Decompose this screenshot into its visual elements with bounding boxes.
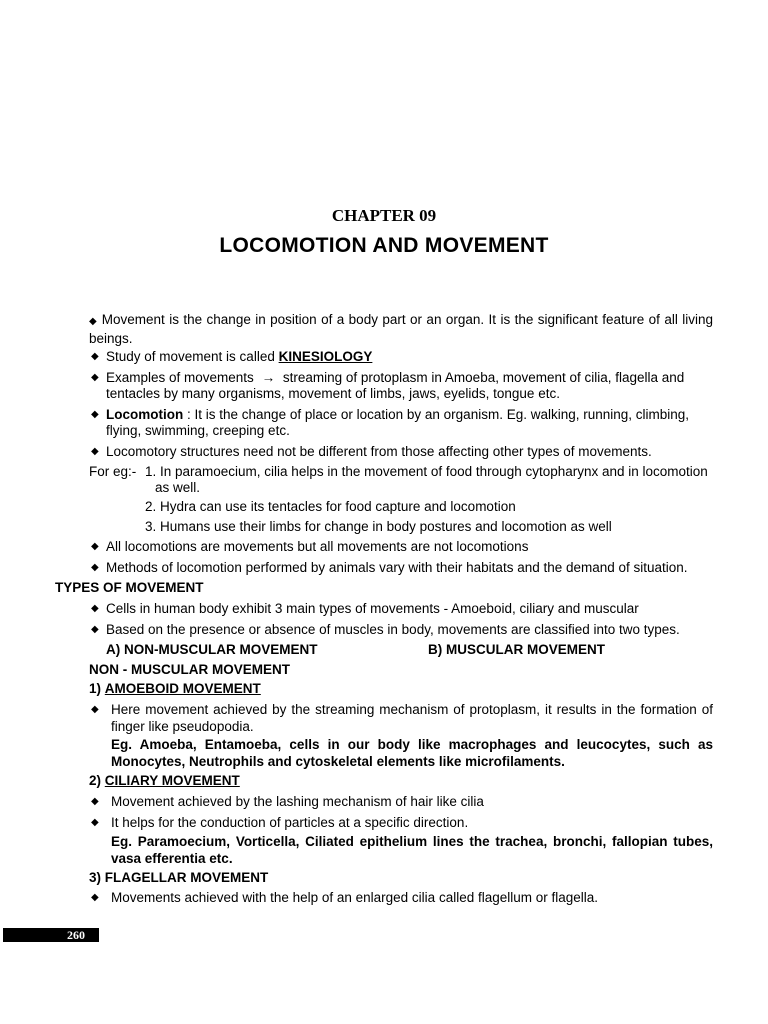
amoeboid-heading: 1) AMOEBOID MOVEMENT bbox=[89, 681, 261, 696]
locomotion-term: Locomotion bbox=[106, 407, 184, 422]
ciliary-examples: Eg. Paramoecium, Vorticella, Ciliated epithelium lines the trachea, bronchi, fallopian tubes, vasa efferentia etc. bbox=[111, 834, 713, 866]
types-heading: TYPES OF MOVEMENT bbox=[55, 580, 204, 595]
bullet-icon: ◆ bbox=[91, 372, 99, 383]
flagellar-description: Movements achieved with the help of an enlarged cilia called flagellum or flagella. bbox=[111, 890, 599, 905]
intro-paragraph-examples-cont: tentacles by many organisms, movement of limbs, jaws, eyelids, tongue etc. bbox=[106, 386, 560, 401]
example-3: 3. Humans use their limbs for change in body postures and locomotion as well bbox=[145, 519, 612, 534]
bullet-icon: ◆ bbox=[91, 446, 99, 457]
bullet-icon: ◆ bbox=[91, 603, 99, 614]
bullet-icon: ◆ bbox=[91, 892, 99, 903]
nonmuscular-heading: NON - MUSCULAR MOVEMENT bbox=[89, 662, 290, 677]
amoeboid-description: Here movement achieved by the streaming mechanism of protoplasm, it results in the formation of finger like pseudopodia. bbox=[111, 702, 713, 734]
bullet-icon: ◆ bbox=[91, 624, 99, 635]
bullet-icon: ◆ bbox=[91, 562, 99, 573]
intro-paragraph-locomotion: Locomotion : It is the change of place or location by an organism. Eg. walking, running, climbing, bbox=[106, 407, 690, 422]
amoeboid-examples: Eg. Amoeba, Entamoeba, cells in our body like macrophages and leucocytes, such as Monocytes, Neutrophils and cytoskeletal elements like microfilaments. bbox=[111, 737, 713, 769]
types-bullet-muscles: Based on the presence or absence of muscles in body, movements are classified into two types. bbox=[106, 622, 680, 637]
examples-label: For eg:- bbox=[89, 464, 137, 479]
ciliary-direction: It helps for the conduction of particles at a specific direction. bbox=[111, 815, 469, 830]
page-number: 260 bbox=[3, 928, 99, 942]
type-option-b: B) MUSCULAR MOVEMENT bbox=[428, 642, 605, 657]
intro-paragraph-structures: Locomotory structures need not be different from those affecting other types of movements. bbox=[106, 444, 652, 459]
bullet-icon: ◆ bbox=[91, 351, 99, 362]
chapter-label: CHAPTER 09 bbox=[331, 206, 437, 225]
ciliary-heading: 2) CILIARY MOVEMENT bbox=[89, 773, 240, 788]
bullet-icon: ◆ bbox=[91, 409, 99, 420]
types-bullet-cells: Cells in human body exhibit 3 main types of movements - Amoeboid, ciliary and muscular bbox=[106, 601, 639, 616]
kinesiology-term: KINESIOLOGY bbox=[278, 349, 373, 364]
bullet-icon: ◆ bbox=[91, 541, 99, 552]
intro-paragraph-locomotions: All locomotions are movements but all movements are not locomotions bbox=[106, 539, 529, 554]
arrow-right-icon: → bbox=[261, 370, 276, 385]
bullet-icon: ◆ bbox=[91, 704, 99, 715]
bullet-icon: ◆ bbox=[91, 796, 99, 807]
ciliary-description: Movement achieved by the lashing mechanism of hair like cilia bbox=[111, 794, 484, 809]
intro-paragraph-movement: ◆ Movement is the change in position of a body part or an organ. It is the significant feature of all living beings. bbox=[89, 312, 713, 346]
flagellar-heading: 3) FLAGELLAR MOVEMENT bbox=[89, 870, 269, 885]
bullet-icon: ◆ bbox=[91, 817, 99, 828]
bullet-icon: ◆ bbox=[89, 316, 98, 327]
example-1-cont: as well. bbox=[155, 480, 201, 495]
intro-paragraph-kinesiology: Study of movement is called KINESIOLOGY bbox=[106, 349, 373, 364]
page-title: LOCOMOTION AND MOVEMENT bbox=[219, 234, 549, 257]
example-1: 1. In paramoecium, cilia helps in the movement of food through cytopharynx and in locomotion bbox=[145, 464, 708, 479]
example-2: 2. Hydra can use its tentacles for food capture and locomotion bbox=[145, 499, 516, 514]
intro-paragraph-methods: Methods of locomotion performed by animals vary with their habitats and the demand of situation. bbox=[106, 560, 688, 575]
intro-paragraph-locomotion-cont: flying, swimming, creeping etc. bbox=[106, 423, 290, 438]
type-option-a: A) NON-MUSCULAR MOVEMENT bbox=[106, 642, 318, 657]
intro-paragraph-examples: Examples of movements → streaming of protoplasm in Amoeba, movement of cilia, flagella and bbox=[106, 370, 685, 385]
